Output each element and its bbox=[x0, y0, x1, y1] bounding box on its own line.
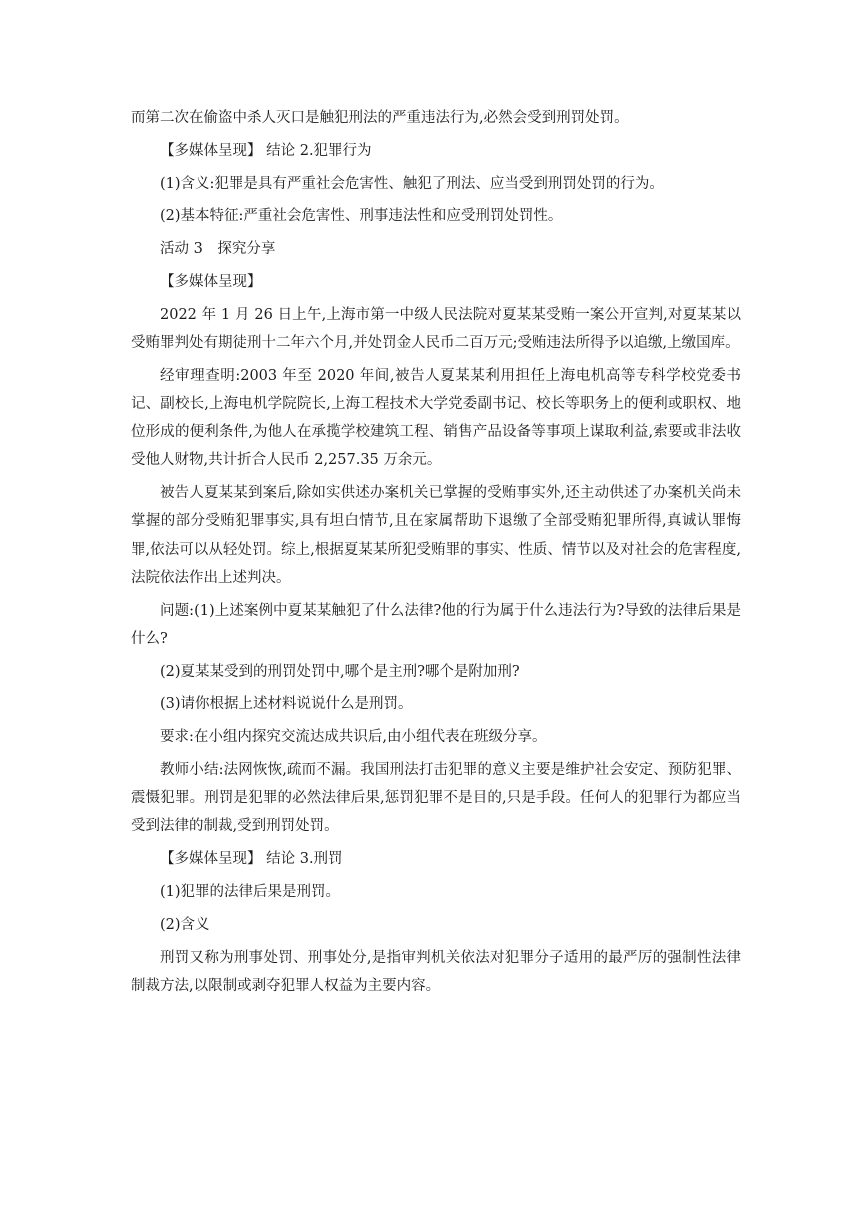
penalty-meaning-heading: (2)含义 bbox=[160, 916, 210, 933]
question-3: (3)请你根据上述材料说说什么是刑罚。 bbox=[160, 696, 413, 713]
multimedia-heading: 【多媒体呈现】 bbox=[160, 273, 262, 290]
paragraph-continuation: 而第二次在偷盗中杀人灭口是触犯刑法的严重违法行为,必然会受到刑罚处罚。 bbox=[131, 110, 629, 126]
conclusion-3-heading: 【多媒体呈现】 结论 3.刑罚 bbox=[160, 851, 343, 868]
crime-definition: (1)含义:犯罪是具有严重社会危害性、触犯了刑法、应当受到刑罚处罚的行为。 bbox=[160, 175, 664, 192]
question-1: 问题:(1)上述案例中夏某某触犯了什么法律?他的行为属于什么违法行为?导致的法律后果是什么? bbox=[131, 602, 741, 647]
question-2: (2)夏某某受到的刑罚处罚中,哪个是主刑?哪个是附加刑? bbox=[160, 663, 520, 680]
case-paragraph-2: 经审理查明:2003 年至 2020 年间,被告人夏某某利用担任上海电机高等专科学校党委书记、副校长,上海电机学院院长,上海工程技术大学党委副书记、校长等职务上的便利或职权、地位形成的便利条件,为他人在承揽学校建筑工程、销售产品设备等事项上谋取利益,索要或非法收受他人财物,共计折合人民币 2,257.35 万余元。 bbox=[131, 367, 741, 469]
penalty-consequence: (1)犯罪的法律后果是刑罚。 bbox=[160, 883, 341, 900]
conclusion-2-heading: 【多媒体呈现】 结论 2.犯罪行为 bbox=[160, 142, 372, 159]
penalty-definition: 刑罚又称为刑事处罚、刑事处分,是指审判机关依法对犯罪分子适用的最严厉的强制性法律制裁方法,以限制或剥夺犯罪人权益为主要内容。 bbox=[131, 949, 741, 994]
crime-features: (2)基本特征:严重社会危害性、刑事违法性和应受刑罚处罚性。 bbox=[160, 208, 563, 225]
case-paragraph-3: 被告人夏某某到案后,除如实供述办案机关已掌握的受贿事实外,还主动供述了办案机关尚未掌握的部分受贿犯罪事实,具有坦白情节,且在家属帮助下退缴了全部受贿犯罪所得,真诚认罪悔罪,依法可以从轻处罚。综上,根据夏某某所犯受贿罪的事实、性质、情节以及对社会的危害程度,法院依法作出上述判决。 bbox=[131, 485, 741, 586]
requirement: 要求:在小组内探究交流达成共识后,由小组代表在班级分享。 bbox=[160, 729, 547, 746]
case-paragraph-1: 2022 年 1 月 26 日上午,上海市第一中级人民法院对夏某某受贿一案公开宣判,对夏某某以受贿罪判处有期徒刑十二年六个月,并处罚金人民币二百万元;受贿违法所得予以追缴,上缴国库。 bbox=[131, 306, 741, 351]
activity-3-heading: 活动 3 探究分享 bbox=[160, 241, 276, 258]
teacher-summary: 教师小结:法网恢恢,疏而不漏。我国刑法打击犯罪的意义主要是维护社会安定、预防犯罪、震慑犯罪。刑罚是犯罪的必然法律后果,惩罚犯罪不是目的,只是手段。任何人的犯罪行为都应当受到法律的制裁,受到刑罚处罚。 bbox=[131, 761, 741, 835]
document-page bbox=[131, 104, 741, 1005]
